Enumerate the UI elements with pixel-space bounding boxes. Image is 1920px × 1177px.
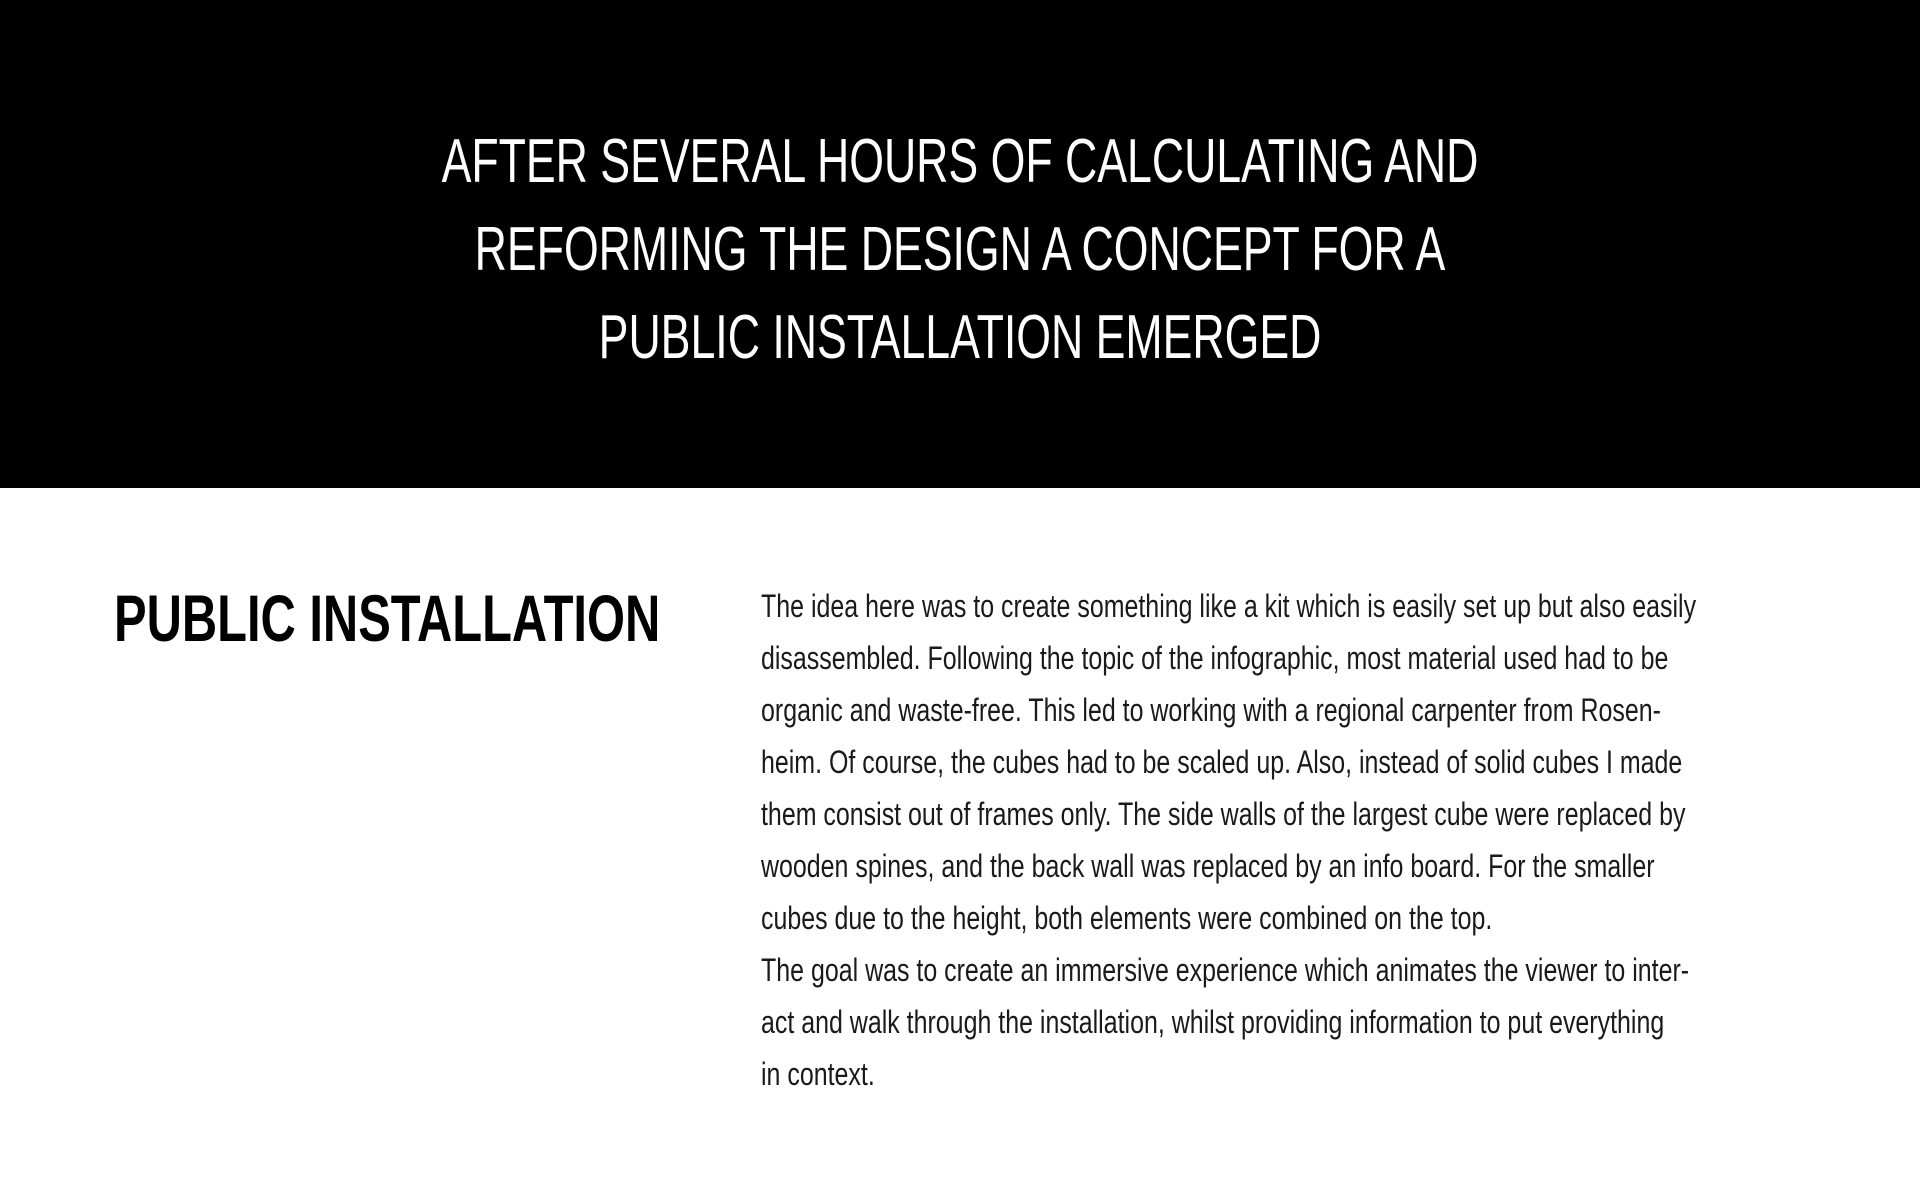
hero-quote-line-1: AFTER SEVERAL HOURS OF CALCULATING AND <box>441 127 1479 196</box>
section-title: PUBLIC INSTALLATION <box>114 581 661 655</box>
body-line-8: The goal was to create an immersive experience which animates the viewer to inter- <box>761 952 1690 988</box>
body-line-1: The idea here was to create something like a kit which is easily set up but also easily <box>761 588 1697 624</box>
hero-quote <box>269 118 1651 382</box>
body-line-10: in context. <box>761 1056 875 1092</box>
body-line-6: wooden spines, and the back wall was replaced by an info board. For the smaller <box>761 848 1655 884</box>
body-line-4: heim. Of course, the cubes had to be scaled up. Also, instead of solid cubes I made <box>761 744 1683 780</box>
body-line-7: cubes due to the height, both elements were combined on the top. <box>761 900 1493 936</box>
body-line-2: disassembled. Following the topic of the infographic, most material used had to be <box>761 640 1669 676</box>
hero-banner <box>0 0 1920 488</box>
body-line-3: organic and waste-free. This led to working with a regional carpenter from Rosen- <box>761 692 1661 728</box>
body-line-5: them consist out of frames only. The side walls of the largest cube were replaced by <box>761 796 1686 832</box>
hero-quote-line-3: PUBLIC INSTALLATION EMERGED <box>598 303 1322 372</box>
hero-quote-line-2: REFORMING THE DESIGN A CONCEPT FOR A <box>474 215 1446 284</box>
section-body <box>761 580 1696 1100</box>
body-line-9: act and walk through the installation, whilst providing information to put everything <box>761 1004 1665 1040</box>
